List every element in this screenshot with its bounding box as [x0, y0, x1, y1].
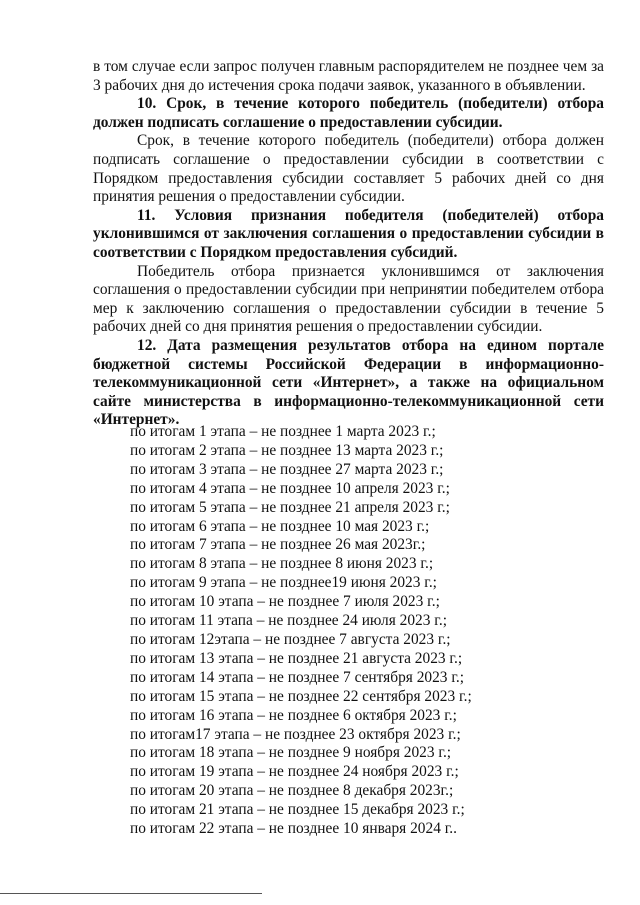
stage-deadline-item: по итогам 16 этапа – не позднее 6 октября 2023 г.;	[130, 706, 457, 724]
stage-deadline-item: по итогам 22 этапа – не позднее 10 января 2024 г..	[130, 820, 458, 838]
stage-deadline-item: по итогам 20 этапа – не позднее 8 декабря 2023г.;	[130, 782, 454, 800]
stage-deadline-item: по итогам 11 этапа – не позднее 24 июля 2023 г.;	[130, 612, 447, 630]
stage-deadline-item: по итогам17 этапа – не позднее 23 октября 2023 г.;	[130, 725, 461, 743]
stage-deadline-item: по итогам 15 этапа – не позднее 22 сентября 2023 г.;	[130, 687, 472, 705]
footnote-divider	[0, 893, 262, 894]
stage-deadline-item: по итогам 13 этапа – не позднее 21 августа 2023 г.;	[130, 649, 463, 667]
intro-paragraph: в том случае если запрос получен главным распорядителем не позднее чем за 3 рабочих дня до истечения срока подачи заявок, указанного в объявлении.	[93, 58, 604, 94]
section-12-heading: 12. Дата размещения результатов отбора на едином портале бюджетной системы Российской Федерации в информационно-телекоммуникационной сети «Интернет», а также на официальном сайте министерства в информационно-телекоммуникационной сети «Интернет».	[93, 336, 604, 429]
stage-deadline-item: по итогам 18 этапа – не позднее 9 ноября 2023 г.;	[130, 744, 452, 762]
section-10-heading: 10. Срок, в течение которого победитель (победители) отбора должен подписать соглашение о предоставлении субсидии.	[93, 95, 604, 131]
stage-deadline-item: по итогам 8 этапа – не позднее 8 июня 2023 г.;	[130, 555, 434, 573]
stage-deadline-item: по итогам 3 этапа – не позднее 27 марта 2023 г.;	[130, 460, 444, 478]
stage-deadline-item: по итогам 10 этапа – не позднее 7 июля 2023 г.;	[130, 593, 440, 611]
stage-deadline-item: по итогам 19 этапа – не позднее 24 ноября 2023 г.;	[130, 763, 459, 781]
stage-deadline-item: по итогам 6 этапа – не позднее 10 мая 2023 г.;	[130, 517, 430, 535]
section-11-heading: 11. Условия признания победителя (победителей) отбора уклонившимся от заключения соглашения о предоставлении субсидии в соответствии с Порядком предоставления субсидий.	[93, 206, 604, 261]
stage-deadline-item: по итогам 5 этапа – не позднее 21 апреля 2023 г.;	[130, 498, 450, 516]
section-10-body: Срок, в течение которого победитель (победители) отбора должен подписать соглашение о предоставлении субсидии в соответствии с Порядком предоставления субсидии составляет 5 рабочих дней со дня принятия решения о предоставлении субсидии.	[93, 132, 604, 206]
stage-deadline-item: по итогам 12этапа – не позднее 7 августа 2023 г.;	[130, 630, 451, 648]
stage-deadline-item: по итогам 2 этапа – не позднее 13 марта 2023 г.;	[130, 441, 444, 459]
stage-deadline-item: по итогам 14 этапа – не позднее 7 сентября 2023 г.;	[130, 668, 465, 686]
section-11-body: Победитель отбора признается уклонившимся от заключения соглашения о предоставлении субсидии при непринятии победителем отбора мер к заключению соглашения о предоставлении субсидии в течение 5 рабочих дней со дня принятия решения о предоставлении субсидии.	[93, 262, 604, 336]
stage-deadline-item: по итогам 21 этапа – не позднее 15 декабря 2023 г.;	[130, 801, 465, 819]
stage-deadline-item: по итогам 4 этапа – не позднее 10 апреля 2023 г.;	[130, 479, 450, 497]
document-body	[93, 58, 604, 430]
stage-deadline-item: по итогам 7 этапа – не позднее 26 мая 2023г.;	[130, 536, 426, 554]
stage-deadline-item: по итогам 9 этапа – не позднее19 июня 2023 г.;	[130, 574, 437, 592]
stage-deadline-item: по итогам 1 этапа – не позднее 1 марта 2023 г.;	[130, 423, 436, 440]
stage-deadlines-list	[130, 423, 550, 839]
